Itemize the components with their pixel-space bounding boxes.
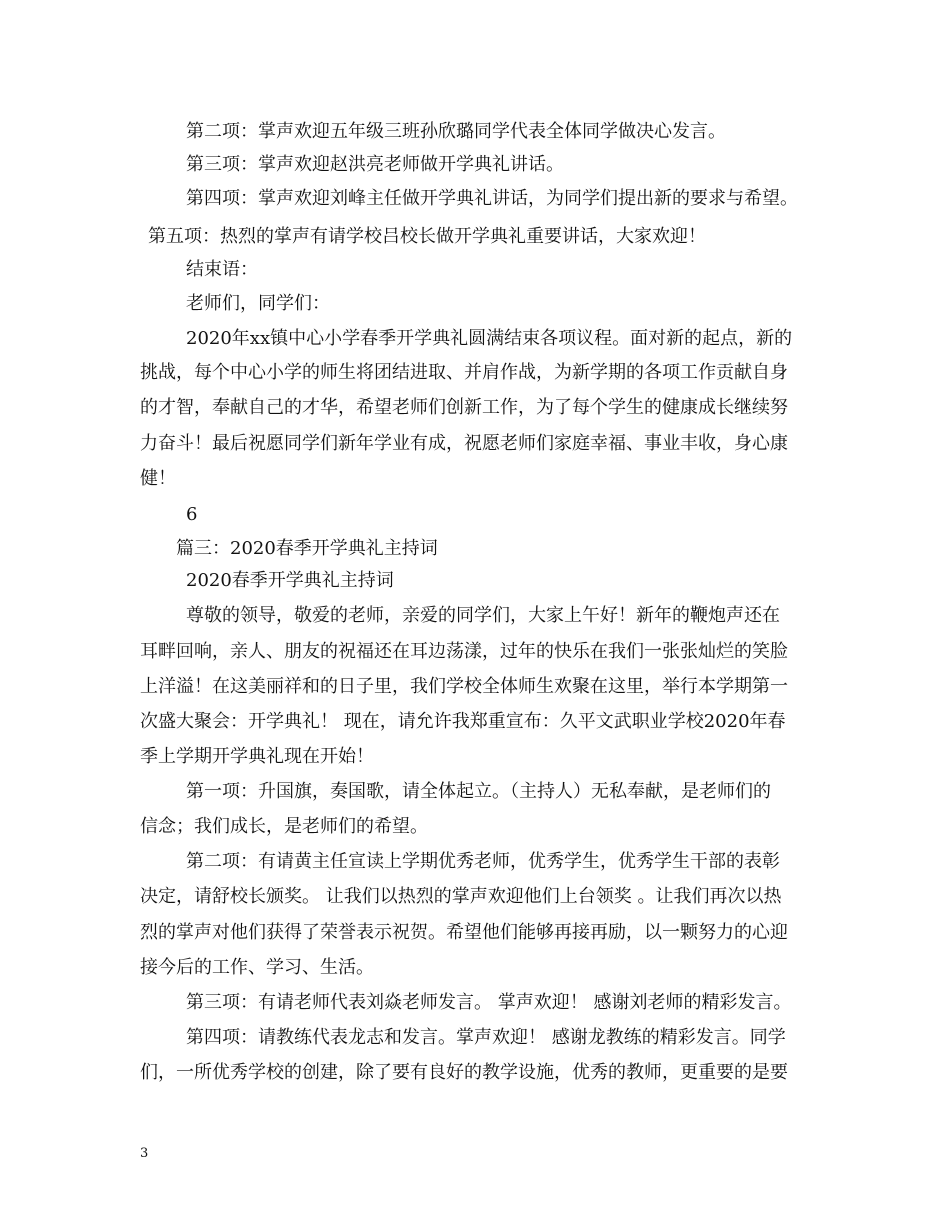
text-line: 第五项：热烈的掌声有请学校吕校长做开学典礼重要讲话，大家欢迎！ — [148, 226, 706, 247]
text-line: 第四项：掌声欢迎刘峰主任做开学典礼讲话，为同学们提出新的要求与希望。 — [186, 188, 798, 209]
text-line: 烈的掌声对他们获得了荣誉表示祝贺。希望他们能够再接再励，以一颗努力的心迎 — [140, 922, 788, 943]
text-line: 挑战，每个中心小学的师生将团结进取、并肩作战，为新学期的各项工作贡献自身 — [140, 362, 788, 383]
text-line: 季上学期开学典礼现在开始！ — [140, 746, 374, 767]
text-line: 第三项：掌声欢迎赵洪亮老师做开学典礼讲话。 — [186, 154, 564, 175]
text-line: 第二项：掌声欢迎五年级三班孙欣璐同学代表全体同学做决心发言。 — [186, 121, 726, 142]
text-line: 第四项：请教练代表龙志和发言。掌声欢迎！ 感谢龙教练的精彩发言。同学 — [186, 1027, 786, 1048]
section-heading: 篇三：2020春季开学典礼主持词 — [176, 538, 438, 559]
document-title: 2020春季开学典礼主持词 — [186, 570, 394, 591]
text-line: 健！ — [140, 468, 176, 489]
text-line: 们，一所优秀学校的创建，除了要有良好的教学设施，优秀的教师，更重要的是要 — [140, 1062, 788, 1083]
text-line: 第二项：有请黄主任宣读上学期优秀老师，优秀学生，优秀学生干部的表彰 — [186, 851, 780, 872]
text-line: 尊敬的领导，敬爱的老师，亲爱的同学们，大家上午好！新年的鞭炮声还在 — [186, 605, 780, 626]
text-line: 次盛大聚会：开学典礼！ 现在，请允许我郑重宣布：久平文武职业学校2020年春 — [140, 711, 786, 732]
page-number: 3 — [140, 1146, 149, 1161]
text-line: 老师们，同学们： — [186, 293, 330, 314]
text-line: 第三项：有请老师代表刘焱老师发言。 掌声欢迎！ 感谢刘老师的精彩发言。 — [186, 992, 792, 1013]
text-line: 上洋溢！在这美丽祥和的日子里，我们学校全体师生欢聚在这里，举行本学期第一 — [140, 676, 788, 697]
text-line: 耳畔回响，亲人、朋友的祝福还在耳边荡漾，过年的快乐在我们一张张灿烂的笑脸 — [140, 641, 788, 662]
text-line: 决定，请舒校长颁奖。 让我们以热烈的掌声欢迎他们上台领奖 。让我们再次以热 — [140, 886, 782, 907]
text-line: 接今后的工作、学习、生活。 — [140, 957, 374, 978]
page-marker: 6 — [186, 504, 198, 525]
text-line: 的才智，奉献自己的才华，希望老师们创新工作，为了每个学生的健康成长继续努 — [140, 397, 788, 418]
text-line: 信念；我们成长，是老师们的希望。 — [140, 816, 428, 837]
text-line: 2020年xx镇中心小学春季开学典礼圆满结束各项议程。面对新的起点，新的 — [186, 328, 793, 349]
text-line: 第一项：升国旗，奏国歌，请全体起立。（主持人）无私奉献，是老师们的 — [186, 781, 771, 802]
text-line: 结束语： — [186, 259, 258, 280]
text-line: 力奋斗！最后祝愿同学们新年学业有成，祝愿老师们家庭幸福、事业丰收，身心康 — [140, 433, 788, 454]
